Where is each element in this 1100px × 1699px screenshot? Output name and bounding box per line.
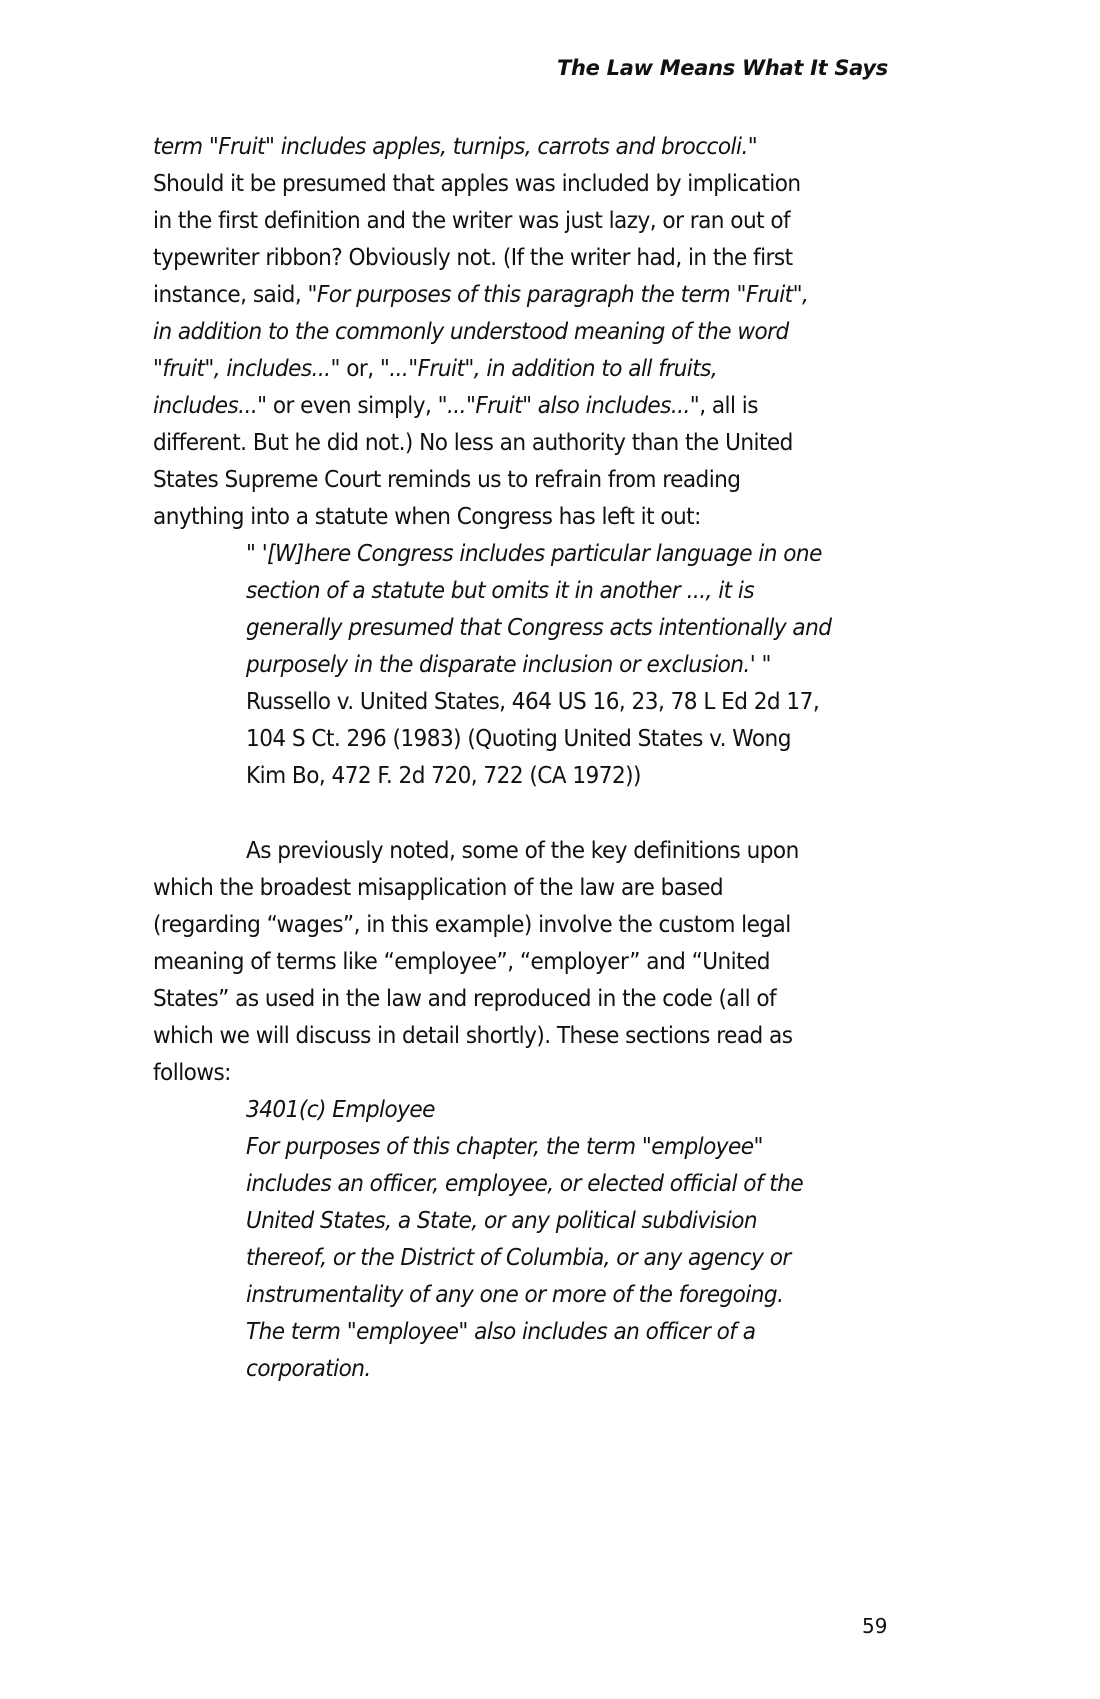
statute-heading: 3401(c) Employee: [246, 1095, 435, 1123]
text-run: anything into a statute when Congress has left it out:: [153, 502, 701, 530]
text-run: States Supreme Court reminds us to refrain from reading: [153, 465, 741, 493]
paragraph-line: [153, 165, 801, 202]
text-run: or,: [339, 354, 380, 382]
paragraph-line: [153, 424, 793, 461]
quote-line: section of a statute but omits it in another ..., it is: [246, 576, 755, 604]
italic-run: includes...": [153, 391, 267, 419]
paragraph-line: [153, 313, 789, 350]
paragraph-line: which the broadest misapplication of the law are based: [153, 873, 724, 901]
paragraph-line: [153, 239, 793, 276]
statute-line: United States, a State, or any political subdivision: [246, 1206, 758, 1234]
text-run: instance, said,: [153, 280, 308, 308]
paragraph-line: (regarding “wages”, in this example) involve the custom legal: [153, 910, 791, 938]
statute-line: For purposes of this chapter, the term "employee": [246, 1132, 763, 1160]
paragraph-line: meaning of terms like “employee”, “employer” and “United: [153, 947, 770, 975]
statute-line: The term "employee" also includes an officer of a: [246, 1317, 756, 1345]
page-number: 59: [862, 1614, 888, 1638]
text-run: or even simply,: [266, 391, 438, 419]
paragraph-line: which we will discuss in detail shortly). These sections read as: [153, 1021, 793, 1049]
citation-line: Kim Bo, 472 F. 2d 720, 722 (CA 1972)): [246, 761, 641, 789]
paragraph-line: As previously noted, some of the key definitions upon: [246, 836, 799, 864]
paragraph-line: [153, 202, 790, 239]
italic-run: "For purposes of this paragraph the term "Fruit",: [307, 280, 809, 308]
text-run: different. But he did not.) No less an authority than the United: [153, 428, 793, 456]
paragraph-line: [153, 498, 701, 535]
statute-line: corporation.: [246, 1354, 371, 1382]
text-run: , all is: [699, 391, 758, 419]
italic-run: term "Fruit" includes apples, turnips, carrots and broccoli.": [153, 132, 758, 160]
quote-line: generally presumed that Congress acts intentionally and: [246, 613, 832, 641]
paragraph-line: States” as used in the law and reproduced in the code (all of: [153, 984, 777, 1012]
citation-line: Russello v. United States, 464 US 16, 23, 78 L Ed 2d 17,: [246, 687, 820, 715]
italic-run: "fruit", includes...": [153, 354, 340, 382]
running-head: The Law Means What It Says: [557, 56, 888, 80]
paragraph-line: [153, 128, 757, 165]
paragraph-line: follows:: [153, 1058, 231, 1086]
paragraph-line: [153, 461, 740, 498]
italic-run: in addition to the commonly understood meaning of the word: [153, 317, 789, 345]
statute-line: thereof, or the District of Columbia, or any agency or: [246, 1243, 791, 1271]
quote-line: " '[W]here Congress includes particular language in one: [246, 539, 822, 567]
text-run: in the first definition and the writer was just lazy, or ran out of: [153, 206, 791, 234]
italic-run: "..."Fruit", in addition to all fruits,: [379, 354, 718, 382]
italic-run: "..."Fruit" also includes...": [437, 391, 700, 419]
paragraph-line: [153, 276, 808, 313]
paragraph-line: [153, 350, 717, 387]
paragraph-line: [153, 387, 758, 424]
text-run: typewriter ribbon? Obviously not. (If the writer had, in the first: [153, 243, 793, 271]
text-run: Should it be presumed that apples was included by implication: [153, 169, 801, 197]
citation-line: 104 S Ct. 296 (1983) (Quoting United States v. Wong: [246, 724, 791, 752]
statute-line: instrumentality of any one or more of the foregoing.: [246, 1280, 784, 1308]
quote-line: purposely in the disparate inclusion or exclusion.' ": [246, 650, 771, 678]
statute-line: includes an officer, employee, or elected official of the: [246, 1169, 804, 1197]
